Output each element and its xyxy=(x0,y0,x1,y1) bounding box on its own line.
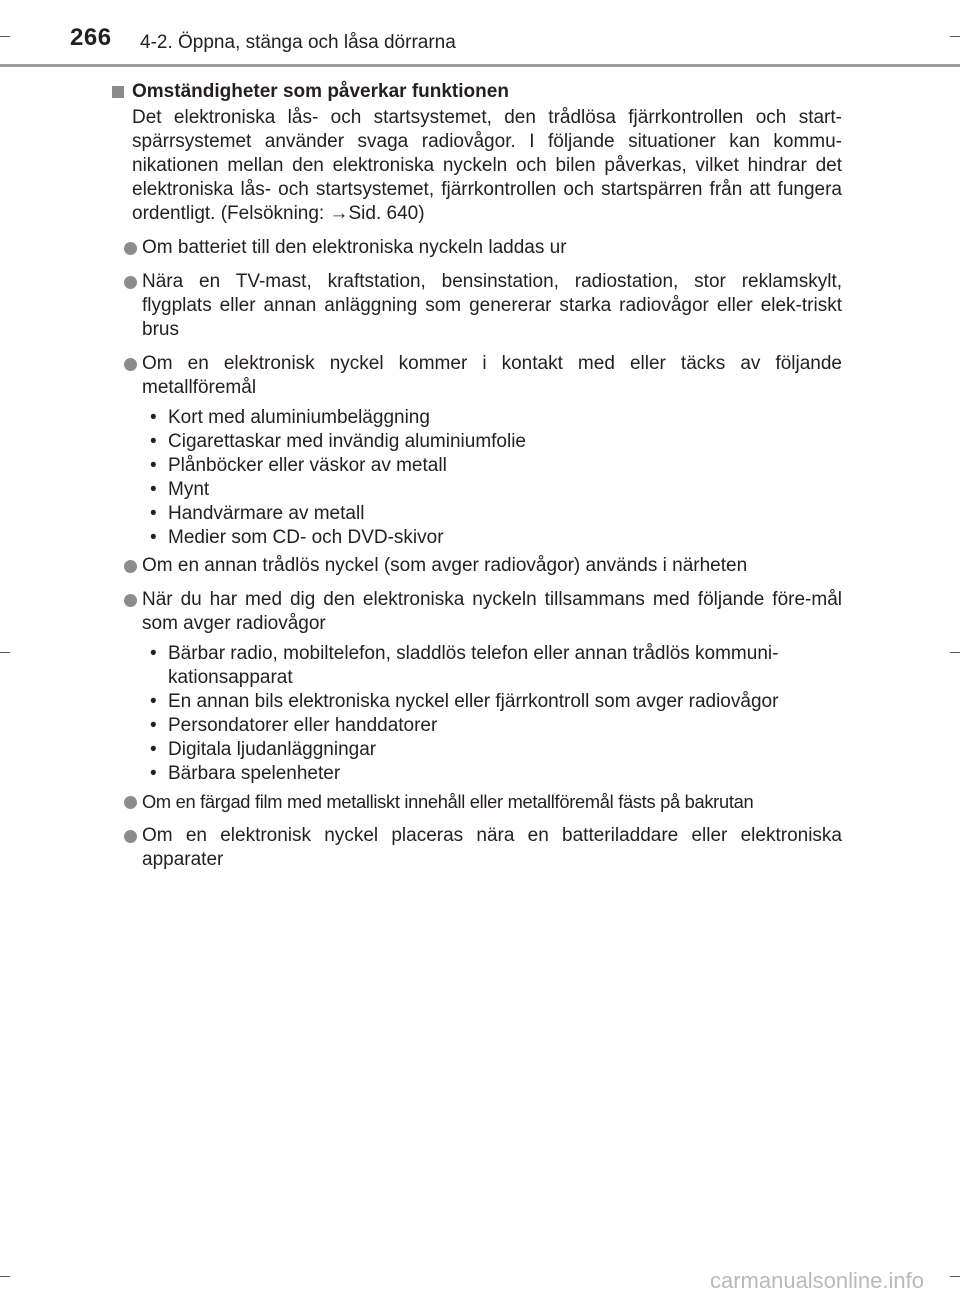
bullet-icon: • xyxy=(150,739,157,760)
sub-list-item xyxy=(112,502,842,526)
circle-bullet-icon xyxy=(124,276,137,289)
section-heading xyxy=(112,80,842,104)
bullet-icon: • xyxy=(150,503,157,524)
circle-bullet-icon xyxy=(124,796,137,809)
chapter-title: 4-2. Öppna, stänga och låsa dörrarna xyxy=(140,32,456,53)
list-item xyxy=(112,270,842,342)
bullet-icon: • xyxy=(150,763,157,784)
sub-list-item xyxy=(112,406,842,430)
sub-list-item-text: En annan bils elektroniska nyckel eller fjärrkontroll som avger radiovågor xyxy=(168,691,779,712)
sub-list-item xyxy=(112,526,842,550)
header-rule xyxy=(0,64,960,67)
sub-list-item-text: Kort med aluminiumbeläggning xyxy=(168,407,430,428)
bullet-icon: • xyxy=(150,715,157,736)
sub-list-item xyxy=(112,762,842,786)
list-item-text: Om en färgad film med metalliskt innehåll eller metallföremål fästs på bakrutan xyxy=(142,791,754,812)
list-item xyxy=(112,790,842,814)
intro-line: spärrsystemet använder svaga radiovågor. I följande situationer kan kommu- xyxy=(132,131,842,152)
watermark: carmanualsonline.info xyxy=(709,1268,924,1293)
intro-line: Det elektroniska lås- och startsystemet, den trådlösa fjärrkontrollen och start- xyxy=(132,107,842,128)
circle-bullet-icon xyxy=(124,358,137,371)
bullet-icon: • xyxy=(150,455,157,476)
circle-bullet-icon xyxy=(124,242,137,255)
intro-line: det elektroniska lås- och startsystemet, fjärrkontrollen och startspärren från xyxy=(132,155,842,200)
list-item-text: Nära en TV-mast, kraftstation, bensinstation, radiostation, stor reklamskylt, flygplats eller annan anläggning som genererar starka radiovågor eller elek-triskt brus xyxy=(142,271,842,340)
circle-bullet-icon xyxy=(124,594,137,607)
page-number: 266 xyxy=(70,24,112,51)
sub-list-item xyxy=(112,454,842,478)
crop-mark xyxy=(0,1276,10,1277)
sub-list-item-text: Medier som CD- och DVD-skivor xyxy=(168,527,444,548)
square-bullet-icon xyxy=(112,86,124,98)
sub-list-item xyxy=(112,714,842,738)
list-item-text: Om en elektronisk nyckel placeras nära en batteriladdare eller elektroniska apparater xyxy=(142,825,842,870)
page-content xyxy=(112,80,842,882)
sub-list-item-text: Mynt xyxy=(168,479,210,500)
page-header xyxy=(0,0,960,68)
sub-list-item xyxy=(112,690,842,714)
sub-list-item-text: Cigarettaskar med invändig aluminiumfolie xyxy=(168,431,527,452)
section-heading-text: Omständigheter som påverkar funktionen xyxy=(132,81,509,102)
sub-list-item xyxy=(112,738,842,762)
sub-list-item-text: Plånböcker eller väskor av metall xyxy=(168,455,447,476)
circle-bullet-icon xyxy=(124,830,137,843)
radio-objects-list xyxy=(112,642,842,786)
list-item xyxy=(112,236,842,260)
sub-list-item-text: Handvärmare av metall xyxy=(168,503,365,524)
list-item-text: Om batteriet till den elektroniska nyckeln laddas ur xyxy=(142,237,567,258)
bullet-icon: • xyxy=(150,431,157,452)
sub-list-item xyxy=(112,478,842,502)
list-item-text: Om en annan trådlös nyckel (som avger radiovågor) används i närheten xyxy=(142,555,748,576)
bullet-icon: • xyxy=(150,407,157,428)
crop-mark xyxy=(0,652,10,653)
sub-list-item-text: Persondatorer eller handdatorer xyxy=(168,715,438,736)
sub-list-item xyxy=(112,642,842,690)
list-item xyxy=(112,554,842,578)
bullet-icon: • xyxy=(150,479,157,500)
list-item xyxy=(112,824,842,872)
crop-mark xyxy=(950,652,960,653)
sub-list-item-text: Bärbar radio, mobiltelefon, sladdlös telefon eller annan trådlös kommuni-kationsapparat xyxy=(168,643,779,688)
intro-paragraph xyxy=(112,106,842,226)
metal-objects-list xyxy=(112,406,842,550)
bullet-icon: • xyxy=(150,643,157,664)
list-item-text: När du har med dig den elektroniska nyckeln tillsammans med följande före-mål som avger radiovågor xyxy=(142,589,842,634)
list-item xyxy=(112,588,842,636)
sub-list-item-text: Bärbara spelenheter xyxy=(168,763,341,784)
circle-bullet-icon xyxy=(124,560,137,573)
intro-line: nikationen mellan den elektroniska nyckeln och bilen påverkas, vilket hindrar xyxy=(132,155,807,176)
sub-list-item xyxy=(112,430,842,454)
bullet-icon: • xyxy=(150,527,157,548)
list-item-text: Om en elektronisk nyckel kommer i kontakt med eller täcks av följande metallföremål xyxy=(142,353,842,398)
list-item xyxy=(112,352,842,400)
sub-list-item-text: Digitala ljudanläggningar xyxy=(168,739,377,760)
intro-line: att fungera ordentligt. (Felsökning: →Sid. 640) xyxy=(132,179,843,224)
crop-mark xyxy=(950,1276,960,1277)
bullet-icon: • xyxy=(150,691,157,712)
